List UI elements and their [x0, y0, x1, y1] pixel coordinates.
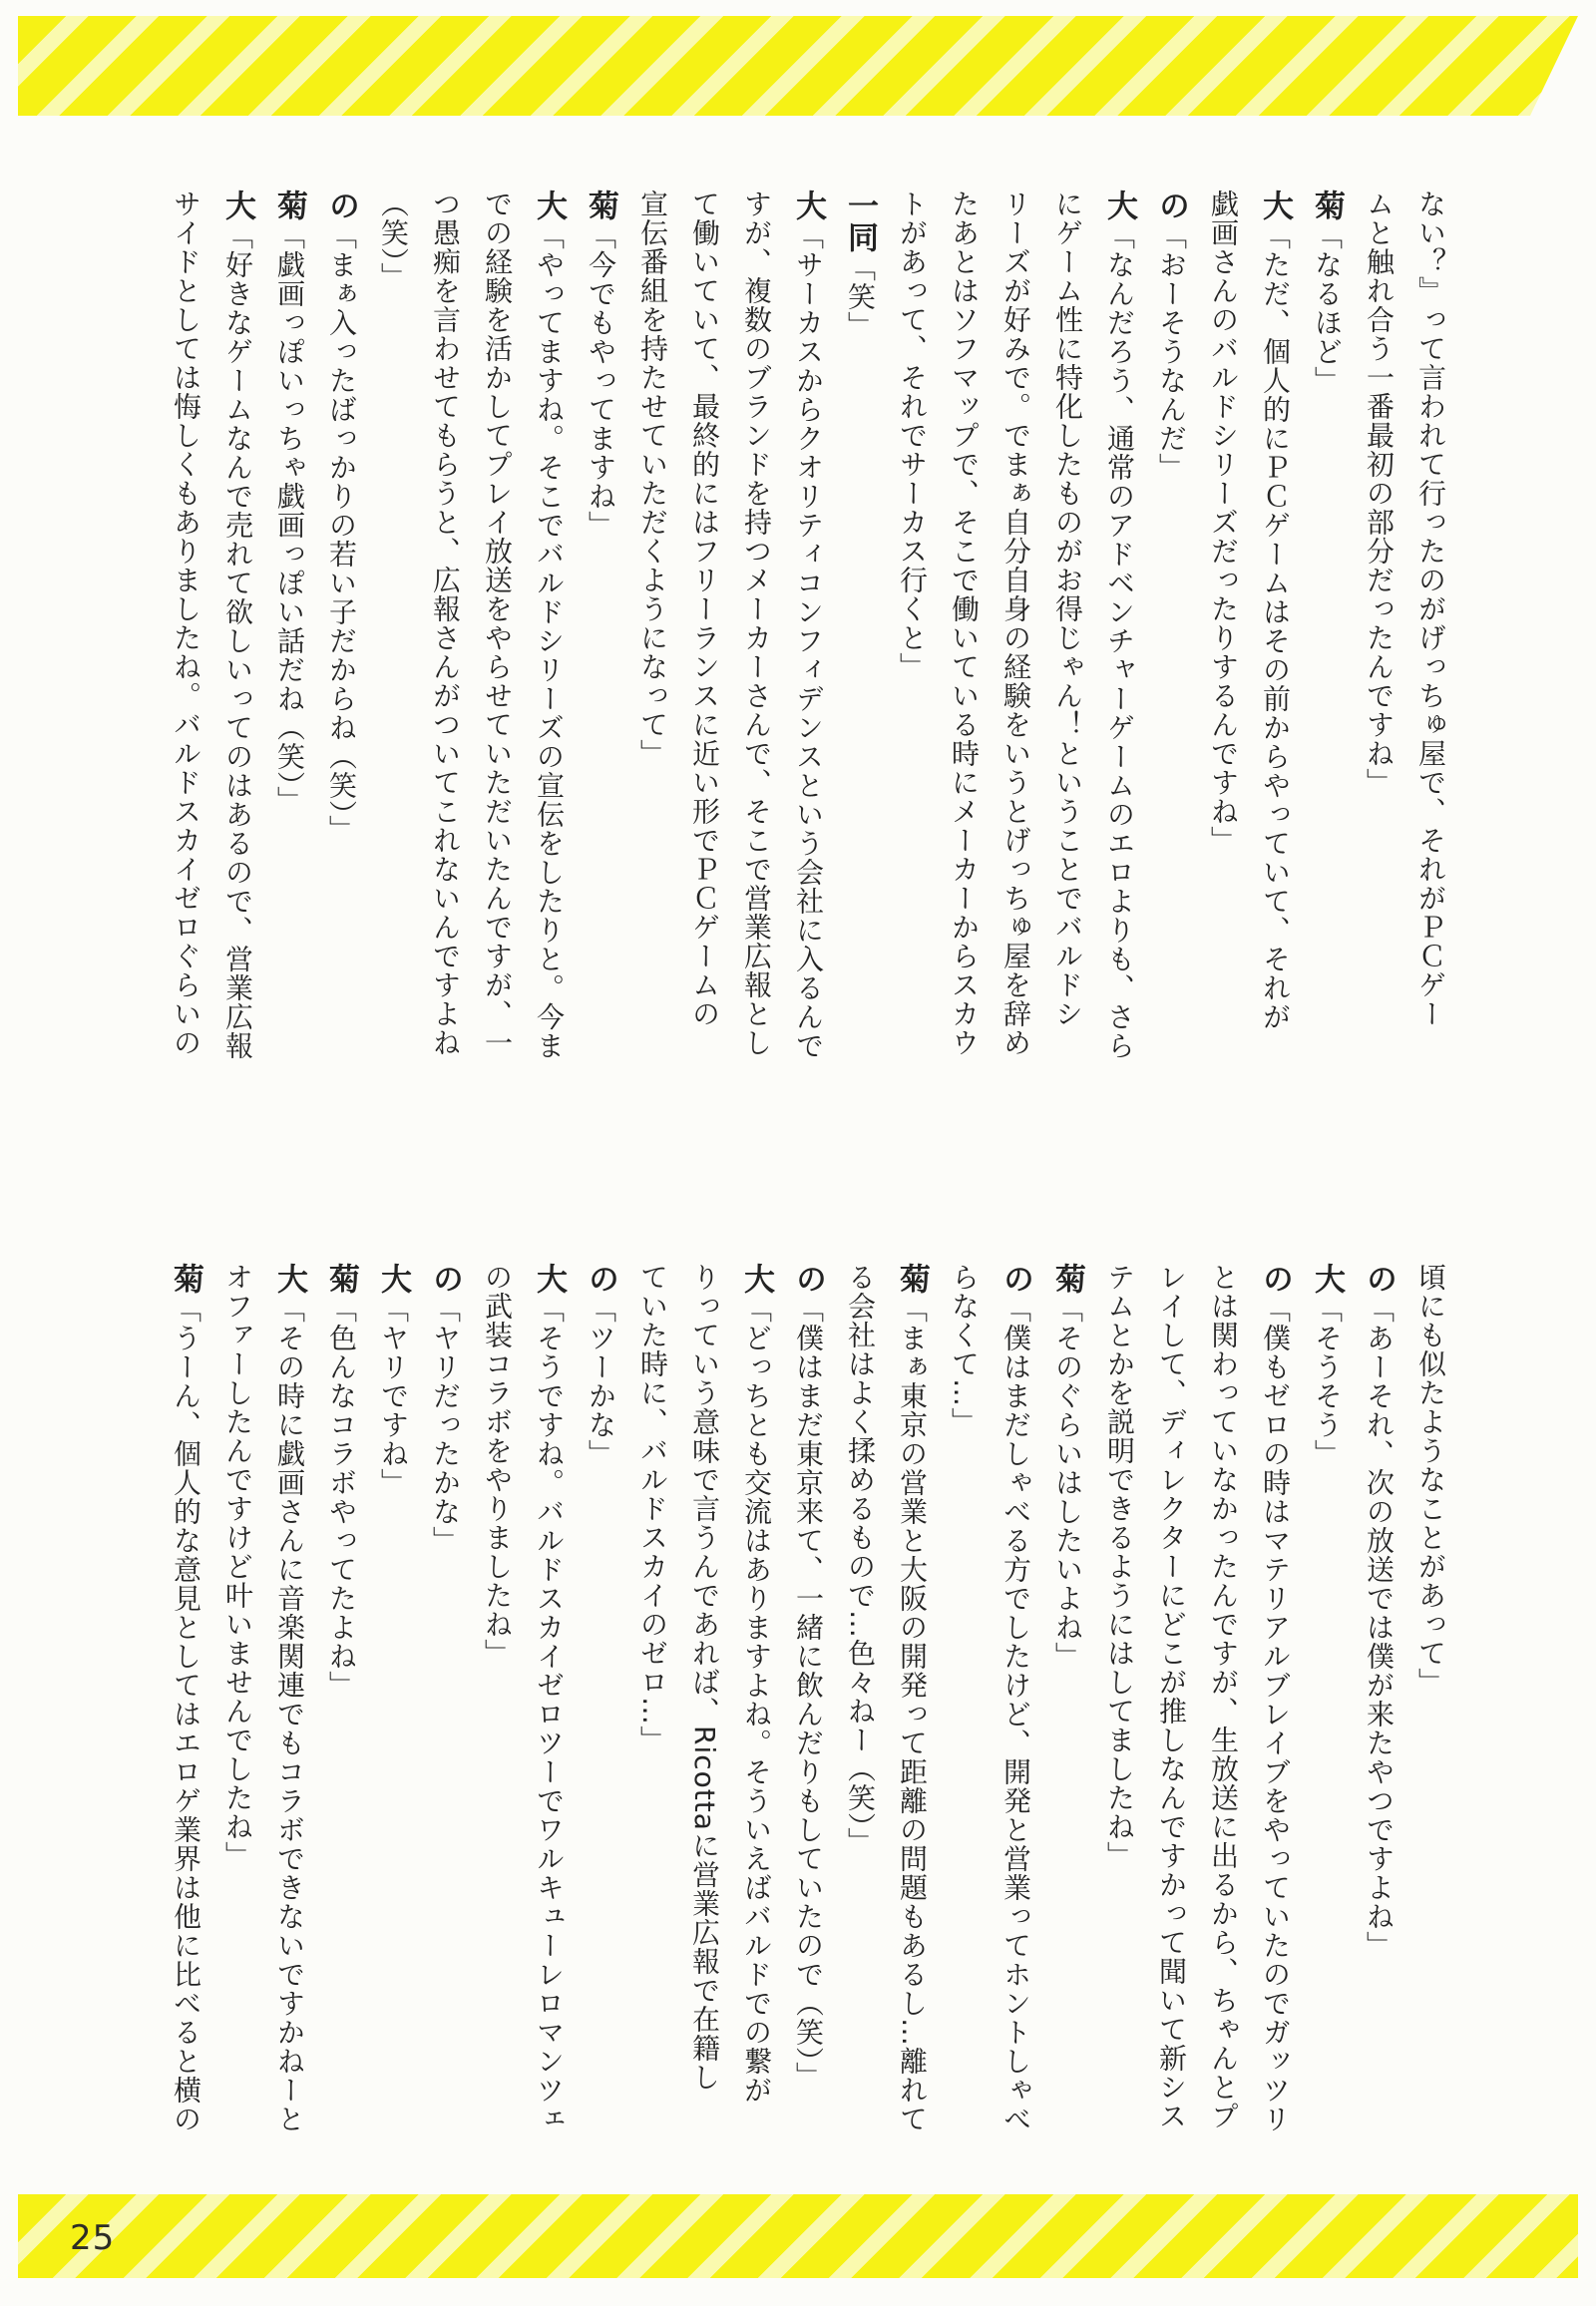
- text-column: つ愚痴を言わせてもらうと、広報さんがついてこれないんですよね: [429, 190, 462, 1057]
- text-column: の「おーそうなんだ」: [1153, 190, 1189, 482]
- text-column: 大「ヤリですね」: [375, 1263, 411, 1497]
- bottom-stripe-band: [18, 2194, 1578, 2278]
- text-column: 菊「そのぐらいはしたいよね」: [1049, 1263, 1085, 1671]
- speaker-label: の: [583, 1263, 618, 1295]
- text-column: 大「その時に戯画さんに音楽関連でもコラボできないですかねーと: [271, 1263, 307, 2133]
- text-column: たあとはソフマップで、そこで働いている時にメーカーからスカウ: [948, 190, 981, 1057]
- speaker-label: 大: [219, 190, 255, 221]
- text-column: の武装コラボをやりましたね」: [481, 1263, 514, 1668]
- text-column: すが、複数のブランドを持つメーカーさんで、そこで営業広報とし: [740, 190, 773, 1057]
- text-column: りっていう意味で言うんであれば、Ricottaに営業広報で在籍し: [688, 1263, 721, 2092]
- speaker-label: の: [427, 1263, 463, 1295]
- speaker-label: 菊: [1049, 1263, 1085, 1295]
- text-column: ていた時に、バルドスカイのゼロ…」: [636, 1263, 669, 1754]
- speaker-label: の: [1257, 1263, 1293, 1295]
- text-column: 大「好きなゲームなんで売れて欲しいってのはあるので、営業広報: [219, 190, 255, 1060]
- speaker-label: の: [790, 1263, 826, 1295]
- text-column: の「まぁ入ったばっかりの若い子だからね（笑）」: [323, 190, 359, 844]
- text-column: 一同「笑」: [842, 190, 878, 340]
- lower-text-block: [160, 1263, 1456, 2200]
- speaker-label: 菊: [1309, 190, 1345, 221]
- text-column: 戯画さんのバルドシリーズだったりするんですね」: [1207, 190, 1240, 855]
- speaker-label: 菊: [894, 1263, 930, 1295]
- text-column: の「僕はまだ東京来て、一緒に飲んだりもしていたので（笑）」: [790, 1263, 826, 2091]
- text-column: サイドとしては悔しくもありましたね。バルドスカイゼロぐらいの: [170, 190, 202, 1057]
- upper-text-block: [160, 190, 1456, 1127]
- speaker-label: 大: [790, 190, 826, 221]
- speaker-label: 大: [271, 1263, 307, 1295]
- text-column: レイして、ディレクターにどこが推しなんですかって聞いて新シス: [1155, 1263, 1188, 2130]
- text-column: 菊「なるほど」: [1309, 190, 1345, 395]
- text-column: 大「そうですね。バルドスカイゼロツーでワルキューレロマンツェ: [531, 1263, 567, 2133]
- speaker-label: 菊: [271, 190, 307, 221]
- speaker-label: 一同: [842, 190, 878, 253]
- text-column: テムとかを説明できるようにはしてましたね」: [1103, 1263, 1136, 1870]
- speaker-label: の: [1361, 1263, 1396, 1295]
- text-column: にゲーム性に特化したものがお得じゃん！ということでバルドシ: [1051, 190, 1084, 1028]
- text-column: らなくて…」: [948, 1263, 981, 1436]
- text-column: 大「どっちとも交流はありますよね。そういえばバルドでの繋が: [738, 1263, 774, 2105]
- text-column: の「ツーかな」: [583, 1263, 618, 1468]
- text-column: の「あーそれ、次の放送では僕が来たやつですよね」: [1361, 1263, 1396, 1960]
- text-column: リーズが好みで。でまぁ自分自身の経験をいうとげっちゅ屋を辞め: [999, 190, 1032, 1057]
- text-column: 宣伝番組を持たせていただくようになって」: [636, 190, 669, 768]
- top-stripe-band: [18, 16, 1578, 116]
- text-column: 菊「今でもやってますね」: [583, 190, 618, 540]
- speaker-label: 大: [1257, 190, 1293, 221]
- speaker-label: 菊: [168, 1263, 203, 1295]
- text-column: での経験を活かしてプレイ放送をやらせていただいたんですが、一: [481, 190, 514, 1057]
- text-column: て働いていて、最終的にはフリーランスに近い形でＰＣゲームの: [688, 190, 721, 1028]
- text-column: 菊「まぁ東京の営業と大阪の開発って距離の問題もあるし…離れて: [894, 1263, 930, 2133]
- text-column: 菊「戯画っぽいっちゃ戯画っぽい話だね（笑）」: [271, 190, 307, 815]
- text-column: ない？』って言われて行ったのがげっちゅ屋で、それがＰＣゲー: [1414, 190, 1447, 1028]
- text-column: 菊「色んなコラボやってたよね」: [323, 1263, 359, 1700]
- text-column: （笑）」: [377, 190, 410, 291]
- speaker-label: 大: [531, 190, 567, 221]
- speaker-label: の: [998, 1263, 1033, 1295]
- text-column: 菊「うーん、個人的な意見としてはエロゲ業界は他に比べると横の: [168, 1263, 203, 2133]
- text-column: 大「ただ、個人的にＰＣゲームはその前からやっていて、それが: [1257, 190, 1293, 1031]
- text-column: 大「なんだろう、通常のアドベンチャーゲームのエロよりも、さら: [1101, 190, 1137, 1060]
- text-column: ムと触れ合う一番最初の部分だったんですね」: [1363, 190, 1396, 797]
- text-column: の「僕はまだしゃべる方でしたけど、開発と営業ってホントしゃべ: [998, 1263, 1033, 2133]
- text-column: オファーしたんですけど叶いませんでしたね」: [221, 1263, 254, 1870]
- speaker-label: 大: [1101, 190, 1137, 221]
- speaker-label: 大: [531, 1263, 567, 1295]
- speaker-label: 大: [1309, 1263, 1345, 1295]
- speaker-label: 大: [375, 1263, 411, 1295]
- text-column: る会社はよく揉めるもので…色々ねー（笑）」: [844, 1263, 877, 1856]
- text-column: の「ヤリだったかな」: [427, 1263, 463, 1555]
- text-column: とは関わっていなかったんですが、生放送に出るから、ちゃんとプ: [1207, 1263, 1240, 2130]
- speaker-label: 菊: [583, 190, 618, 221]
- text-column: の「僕もゼロの時はマテリアルブレイブをやっていたのでガッツリ: [1257, 1263, 1293, 2133]
- speaker-label: 大: [738, 1263, 774, 1295]
- text-column: 頃にも似たようなことがあって」: [1414, 1263, 1447, 1697]
- text-column: 大「やってますね。そこでバルドシリーズの宣伝をしたりと。今ま: [531, 190, 567, 1060]
- text-column: 大「そうそう」: [1309, 1263, 1345, 1468]
- page-number: 25: [70, 2218, 116, 2258]
- speaker-label: の: [323, 190, 359, 221]
- text-column: トがあって、それでサーカス行くと」: [896, 190, 929, 681]
- text-column: 大「サーカスからクオリティコンフィデンスという会社に入るんで: [790, 190, 826, 1060]
- speaker-label: 菊: [323, 1263, 359, 1295]
- speaker-label: の: [1153, 190, 1189, 221]
